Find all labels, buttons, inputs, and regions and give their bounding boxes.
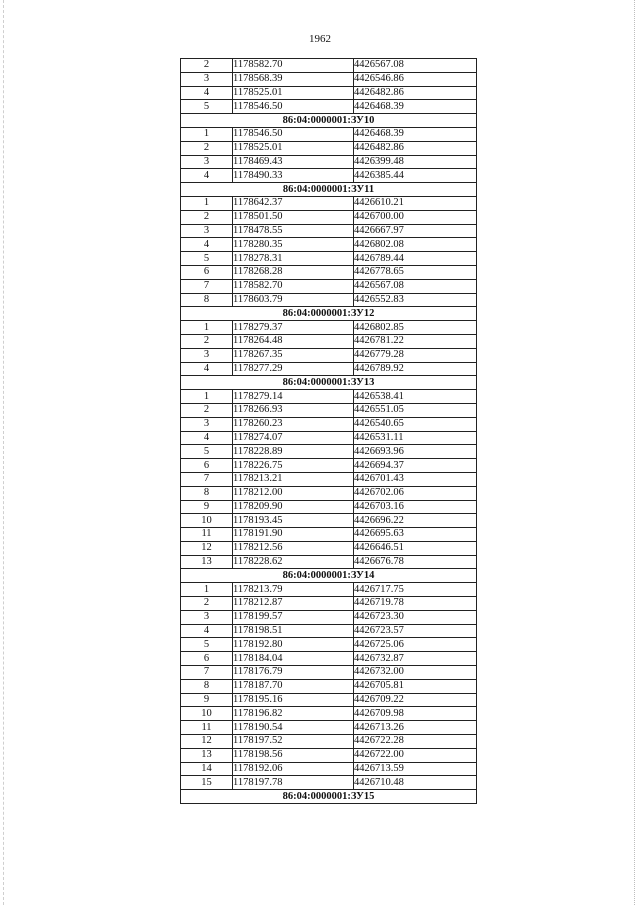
y-coordinate-cell: 4426717.75 [354,583,477,597]
point-number-cell: 1 [181,390,233,404]
point-number-cell: 7 [181,472,233,486]
point-number-cell: 3 [181,224,233,238]
table-row [181,624,477,638]
point-number-cell: 4 [181,86,233,100]
table-row [181,472,477,486]
point-number-cell: 6 [181,652,233,666]
x-coordinate-cell: 1178212.00 [233,486,354,500]
table-row [181,265,477,279]
x-coordinate-cell: 1178184.04 [233,652,354,666]
y-coordinate-cell: 4426732.00 [354,666,477,680]
x-coordinate-cell: 1178228.89 [233,445,354,459]
table-row [181,293,477,307]
point-number-cell: 6 [181,265,233,279]
x-coordinate-cell: 1178490.33 [233,169,354,183]
table-row [181,486,477,500]
point-number-cell: 5 [181,100,233,114]
y-coordinate-cell: 4426802.08 [354,238,477,252]
table-row [181,735,477,749]
table-row [181,127,477,141]
point-number-cell: 12 [181,735,233,749]
point-number-cell: 3 [181,417,233,431]
y-coordinate-cell: 4426710.48 [354,776,477,790]
section-header-row [181,183,477,197]
point-number-cell: 5 [181,252,233,266]
table-row [181,776,477,790]
point-number-cell: 7 [181,279,233,293]
coordinates-table [180,58,477,804]
table-row [181,390,477,404]
table-row [181,748,477,762]
x-coordinate-cell: 1178279.14 [233,390,354,404]
x-coordinate-cell: 1178280.35 [233,238,354,252]
y-coordinate-cell: 4426399.48 [354,155,477,169]
y-coordinate-cell: 4426719.78 [354,597,477,611]
y-coordinate-cell: 4426693.96 [354,445,477,459]
y-coordinate-cell: 4426713.26 [354,721,477,735]
x-coordinate-cell: 1178642.37 [233,196,354,210]
point-number-cell: 5 [181,445,233,459]
y-coordinate-cell: 4426700.00 [354,210,477,224]
point-number-cell: 10 [181,514,233,528]
point-number-cell: 9 [181,693,233,707]
point-number-cell: 1 [181,127,233,141]
section-header-row [181,307,477,321]
table-row [181,252,477,266]
point-number-cell: 4 [181,362,233,376]
x-coordinate-cell: 1178196.82 [233,707,354,721]
table-row [181,59,477,73]
y-coordinate-cell: 4426540.65 [354,417,477,431]
table-row [181,762,477,776]
y-coordinate-cell: 4426676.78 [354,555,477,569]
x-coordinate-cell: 1178209.90 [233,500,354,514]
y-coordinate-cell: 4426701.43 [354,472,477,486]
table-row [181,555,477,569]
table-row [181,514,477,528]
x-coordinate-cell: 1178260.23 [233,417,354,431]
table-row [181,693,477,707]
y-coordinate-cell: 4426468.39 [354,100,477,114]
y-coordinate-cell: 4426722.28 [354,735,477,749]
x-coordinate-cell: 1178187.70 [233,679,354,693]
y-coordinate-cell: 4426779.28 [354,348,477,362]
x-coordinate-cell: 1178278.31 [233,252,354,266]
x-coordinate-cell: 1178192.80 [233,638,354,652]
y-coordinate-cell: 4426385.44 [354,169,477,183]
x-coordinate-cell: 1178198.51 [233,624,354,638]
point-number-cell: 1 [181,321,233,335]
table-row [181,721,477,735]
table-row [181,597,477,611]
point-number-cell: 11 [181,528,233,542]
y-coordinate-cell: 4426482.86 [354,86,477,100]
table-row [181,707,477,721]
section-title: 86:04:0000001:ЗУ12 [181,307,477,321]
point-number-cell: 5 [181,638,233,652]
y-coordinate-cell: 4426703.16 [354,500,477,514]
x-coordinate-cell: 1178277.29 [233,362,354,376]
point-number-cell: 10 [181,707,233,721]
y-coordinate-cell: 4426567.08 [354,279,477,293]
section-header-row [181,114,477,128]
point-number-cell: 4 [181,624,233,638]
table-row [181,403,477,417]
table-row [181,238,477,252]
point-number-cell: 12 [181,541,233,555]
table-row [181,666,477,680]
table-row [181,610,477,624]
x-coordinate-cell: 1178226.75 [233,459,354,473]
section-header-row [181,569,477,583]
y-coordinate-cell: 4426546.86 [354,72,477,86]
y-coordinate-cell: 4426646.51 [354,541,477,555]
point-number-cell: 4 [181,431,233,445]
table-row [181,169,477,183]
section-title: 86:04:0000001:ЗУ15 [181,790,477,804]
y-coordinate-cell: 4426531.11 [354,431,477,445]
point-number-cell: 2 [181,403,233,417]
point-number-cell: 7 [181,666,233,680]
table-row [181,348,477,362]
x-coordinate-cell: 1178212.87 [233,597,354,611]
point-number-cell: 2 [181,210,233,224]
table-row [181,210,477,224]
point-number-cell: 9 [181,500,233,514]
point-number-cell: 13 [181,748,233,762]
x-coordinate-cell: 1178197.52 [233,735,354,749]
x-coordinate-cell: 1178195.16 [233,693,354,707]
x-coordinate-cell: 1178191.90 [233,528,354,542]
table-row [181,445,477,459]
y-coordinate-cell: 4426695.63 [354,528,477,542]
point-number-cell: 2 [181,334,233,348]
y-coordinate-cell: 4426552.83 [354,293,477,307]
point-number-cell: 2 [181,59,233,73]
x-coordinate-cell: 1178198.56 [233,748,354,762]
section-title: 86:04:0000001:ЗУ11 [181,183,477,197]
x-coordinate-cell: 1178546.50 [233,127,354,141]
point-number-cell: 13 [181,555,233,569]
x-coordinate-cell: 1178568.39 [233,72,354,86]
point-number-cell: 4 [181,169,233,183]
x-coordinate-cell: 1178525.01 [233,86,354,100]
page-number: 1962 [309,33,331,45]
table-row [181,638,477,652]
section-header-row [181,376,477,390]
x-coordinate-cell: 1178267.35 [233,348,354,362]
y-coordinate-cell: 4426705.81 [354,679,477,693]
table-row [181,583,477,597]
y-coordinate-cell: 4426781.22 [354,334,477,348]
table-row [181,86,477,100]
point-number-cell: 8 [181,679,233,693]
section-title: 86:04:0000001:ЗУ14 [181,569,477,583]
x-coordinate-cell: 1178501.50 [233,210,354,224]
table-row [181,431,477,445]
table-row [181,334,477,348]
point-number-cell: 8 [181,486,233,500]
x-coordinate-cell: 1178525.01 [233,141,354,155]
y-coordinate-cell: 4426702.06 [354,486,477,500]
table-row [181,679,477,693]
point-number-cell: 3 [181,348,233,362]
point-number-cell: 3 [181,610,233,624]
table-row [181,528,477,542]
x-coordinate-cell: 1178582.70 [233,59,354,73]
section-title: 86:04:0000001:ЗУ13 [181,376,477,390]
point-number-cell: 8 [181,293,233,307]
y-coordinate-cell: 4426696.22 [354,514,477,528]
table-row [181,279,477,293]
x-coordinate-cell: 1178176.79 [233,666,354,680]
point-number-cell: 3 [181,72,233,86]
table-row [181,141,477,155]
y-coordinate-cell: 4426551.05 [354,403,477,417]
y-coordinate-cell: 4426723.57 [354,624,477,638]
x-coordinate-cell: 1178199.57 [233,610,354,624]
x-coordinate-cell: 1178192.06 [233,762,354,776]
section-title: 86:04:0000001:ЗУ10 [181,114,477,128]
x-coordinate-cell: 1178478.55 [233,224,354,238]
y-coordinate-cell: 4426482.86 [354,141,477,155]
y-coordinate-cell: 4426722.00 [354,748,477,762]
coordinates-table-body [181,59,477,804]
y-coordinate-cell: 4426713.59 [354,762,477,776]
x-coordinate-cell: 1178197.78 [233,776,354,790]
x-coordinate-cell: 1178603.79 [233,293,354,307]
y-coordinate-cell: 4426538.41 [354,390,477,404]
x-coordinate-cell: 1178546.50 [233,100,354,114]
y-coordinate-cell: 4426778.65 [354,265,477,279]
y-coordinate-cell: 4426789.92 [354,362,477,376]
x-coordinate-cell: 1178582.70 [233,279,354,293]
scan-left-edge [3,0,5,905]
table-row [181,417,477,431]
y-coordinate-cell: 4426468.39 [354,127,477,141]
y-coordinate-cell: 4426667.97 [354,224,477,238]
x-coordinate-cell: 1178228.62 [233,555,354,569]
x-coordinate-cell: 1178264.48 [233,334,354,348]
point-number-cell: 2 [181,597,233,611]
point-number-cell: 11 [181,721,233,735]
point-number-cell: 14 [181,762,233,776]
point-number-cell: 2 [181,141,233,155]
section-header-row [181,790,477,804]
y-coordinate-cell: 4426709.98 [354,707,477,721]
table-row [181,224,477,238]
point-number-cell: 4 [181,238,233,252]
table-row [181,321,477,335]
x-coordinate-cell: 1178213.79 [233,583,354,597]
x-coordinate-cell: 1178268.28 [233,265,354,279]
y-coordinate-cell: 4426694.37 [354,459,477,473]
x-coordinate-cell: 1178279.37 [233,321,354,335]
table-row [181,541,477,555]
table-row [181,72,477,86]
x-coordinate-cell: 1178213.21 [233,472,354,486]
y-coordinate-cell: 4426709.22 [354,693,477,707]
point-number-cell: 1 [181,583,233,597]
y-coordinate-cell: 4426789.44 [354,252,477,266]
point-number-cell: 6 [181,459,233,473]
table-row [181,362,477,376]
y-coordinate-cell: 4426725.06 [354,638,477,652]
x-coordinate-cell: 1178190.54 [233,721,354,735]
x-coordinate-cell: 1178274.07 [233,431,354,445]
point-number-cell: 3 [181,155,233,169]
table-row [181,155,477,169]
x-coordinate-cell: 1178266.93 [233,403,354,417]
x-coordinate-cell: 1178469.43 [233,155,354,169]
x-coordinate-cell: 1178212.56 [233,541,354,555]
scan-right-edge [634,0,636,905]
y-coordinate-cell: 4426610.21 [354,196,477,210]
y-coordinate-cell: 4426732.87 [354,652,477,666]
table-row [181,500,477,514]
y-coordinate-cell: 4426567.08 [354,59,477,73]
point-number-cell: 1 [181,196,233,210]
x-coordinate-cell: 1178193.45 [233,514,354,528]
point-number-cell: 15 [181,776,233,790]
y-coordinate-cell: 4426723.30 [354,610,477,624]
table-row [181,100,477,114]
y-coordinate-cell: 4426802.85 [354,321,477,335]
table-row [181,196,477,210]
table-row [181,652,477,666]
table-row [181,459,477,473]
